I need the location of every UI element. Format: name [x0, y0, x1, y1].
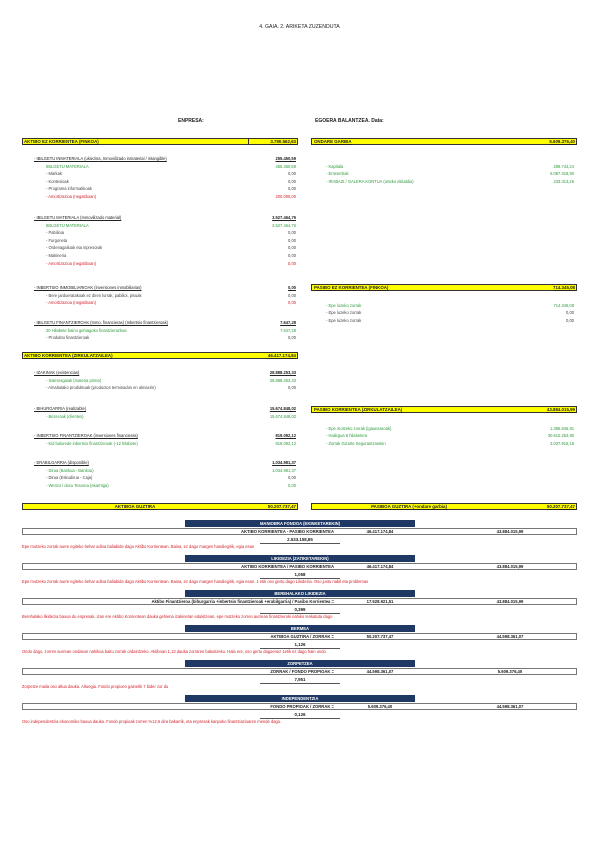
inm-item-value: 455.450,59 — [275, 163, 296, 169]
ber-heading: - BIHURGARRIA (realizable) — [34, 406, 87, 411]
ratio-value-2: 43.884.015,99 — [496, 564, 524, 569]
mat-heading: - IBILGETU MATERIALA (Inmovilizado material) — [34, 215, 122, 220]
erab-item-label: - Dirua (Bankua - Bankoa) — [46, 467, 94, 473]
on-value: 5.609.376,40 — [549, 138, 575, 144]
erab-total: 1.034.981,37 — [272, 460, 296, 465]
ratio-formula: AKTIBOA GUZTIRA / ZORRAK = — [270, 634, 334, 639]
ratio-value-1: 46.417.174,84 — [366, 564, 394, 569]
on-item-label: - Kapitala — [326, 163, 344, 169]
anc-value: 3.790.562,63 — [270, 138, 296, 144]
on-item-label: - IRABAZI / GALERA KONTUA (urteko ekitaldia) — [326, 178, 414, 184]
ifin-heading: - INBERTSIO FINANTZIEROAK (inversiones financieras) — [34, 433, 138, 438]
anc-label: AKTIBO EZ KORRIENTEA (FINKOA) — [24, 138, 99, 144]
pnc-item-label: - Epe luzeko zorrak — [326, 310, 362, 316]
fin-heading: - IBILGETU FINANTZIEROAK (Inmo. financieras) (Inbertsio finantzieroak) — [34, 320, 168, 325]
on-item-value: 5.087.318,90 — [550, 171, 574, 177]
izak-item-label: - Salerosgaiak (materia prima) — [46, 377, 102, 383]
erab-item-value: 0,00 — [288, 475, 296, 481]
ratio-note: Epe motzeko zorrak aurre egiteko behar adina baliabide dago Aktibo Korrientean. Baina, ez dago margen handiegirik, egia esan — [22, 544, 255, 549]
mat-item-value: 0,00 — [288, 245, 296, 251]
ratio-title: LIKIDEZIA (ZATIKETAREKIN) — [185, 555, 415, 562]
inm-item-value: 0,00 — [288, 186, 296, 192]
inv-item-value: 0,00 — [288, 300, 296, 306]
mat-item-label: - Ordenagailuak eta inpresorak — [46, 245, 103, 251]
mat-item-value: 0,00 — [288, 253, 296, 258]
aktiboa-total-value: 50.207.737,47 — [267, 503, 296, 509]
pc-item-label: - Epe motzeko zorrak (igaunaraoak) — [326, 425, 392, 431]
ratio-value-1: 44.598.361,07 — [366, 669, 394, 674]
ratio-value-2: 44.598.361,07 — [496, 704, 524, 709]
ratio-result: 1,058 — [260, 571, 340, 579]
ratio-value-2: 43.884.015,99 — [496, 529, 524, 534]
pc-item-value: 1.395.846,91 — [550, 425, 574, 431]
ratio-value-2: 5.609.376,40 — [497, 669, 523, 674]
inm-item-value: 200.000,00 — [275, 194, 296, 199]
mat-item-label: - Pabilioia — [46, 230, 64, 236]
erab-item-value: 1.034.981,37 — [272, 467, 296, 473]
ratio-value-1: 5.609.376,40 — [367, 704, 393, 709]
anc-value-bg — [248, 138, 298, 145]
ratio-formula: Aktibo Finantzieroa (bihurgarria +inbertsio finantzieroak +erabilgarria) / Pasibo Korrientea = — [151, 599, 334, 604]
mat-item-label: - Furgoneta — [46, 237, 68, 243]
fin-item-value: 0,00 — [288, 335, 296, 341]
mat-item-value: 3.527.464,76 — [272, 222, 296, 228]
inm-item-label: - Markak — [46, 171, 62, 177]
ratio-value-1: 46.417.174,84 — [366, 529, 394, 534]
erab-item-label: - Wenzo i docu Tesorea (ekarrtiga) — [46, 482, 109, 488]
pasiboa-total-value: 50.207.737,47 — [546, 503, 575, 509]
ratio-value-2: 44.598.361,07 — [496, 634, 524, 639]
mat-item-value: 0,00 — [288, 237, 296, 243]
empresa-label: ENPRESA: — [178, 118, 204, 124]
ratio-title: MANIOBRA FONDOA (EKINKETAREKIN) — [185, 520, 415, 527]
pc-label: PASIBO KORRIENTEA (ZIRKULATZAILEA) — [314, 406, 403, 412]
ratio-note: Oso independentzia ekonomiko baxua dauka. Fondo propioak zorren %12,6 dira bakarrik, eta enpresak kanpoko finantziazioaren mende dago. — [22, 719, 282, 724]
ratio-value-1: 50.207.737,47 — [366, 634, 394, 639]
inm-item-label: - Amortizazioa (negatiboan) — [46, 194, 97, 199]
pnc-value: 714.345,08 — [553, 284, 575, 290]
pc-value: 43.884.015,99 — [546, 406, 575, 412]
ratio-formula: AKTIBO KORRIENTEA / PASIBO KORRIENTEA — [241, 564, 334, 569]
ratio-title: BERMEA — [185, 625, 415, 632]
pc-item-value: 30.610.253,90 — [547, 433, 574, 439]
inv-item-label: - Bere jardueratakoak ez diren lurrak, pabilioi, pisuak — [46, 292, 142, 298]
mat-item-label: - Amortizazioa (negatiboan) — [46, 260, 97, 266]
pnc-item-value: 0,00 — [566, 310, 574, 316]
on-item-value: 288.744,24 — [553, 163, 574, 169]
inm-heading: - IBILGETU INMATERIALA (ukiezina, Inmovilizado inmaterial / intangible) — [34, 156, 167, 161]
ac-label: AKTIBO KORRIENTEA (ZIRKULATZAILEA) — [24, 352, 113, 358]
ifin-total: 819.092,12 — [275, 433, 296, 438]
ratio-note: Berehalako likidezia baxua du enpresak, izan ere Aktibo Korrientean dauka gehiena izakinetan edukitzean, epe motzeko zorren aurrean finantzieroki nahiko tenkatuta dago — [22, 614, 333, 619]
pc-item-value: 3.037.915,18 — [550, 440, 574, 446]
pc-item-label: - Zorrak Gizarte Segurantzarekin — [326, 440, 386, 446]
ratio-result: 0,126 — [260, 711, 340, 719]
inm-item-label: - Programa informatikoak — [46, 186, 92, 192]
ratio-title: BEREHALAKO LIKIDEZIA — [185, 590, 415, 597]
izak-item-label: - Amaitutako produktuak (productos terminados en almacén) — [46, 385, 156, 391]
inm-item-value: 0,00 — [288, 171, 296, 177]
mat-item-value: 0,00 — [288, 230, 296, 236]
mat-item-label: IBILGETU MATERIALA — [46, 222, 89, 228]
inv-item-label: - Amortizazioa (negatiboan) — [46, 300, 97, 306]
mat-item-label: - Makineria — [46, 253, 67, 258]
erab-item-label: - Dirua (Eskudirua - Caja) — [46, 475, 93, 481]
ratio-formula: AKTIBO KORRIENTEA - PASIBO KORRIENTEA — [240, 529, 334, 534]
ber-item-label: - Bezeroak (clientes) — [46, 413, 84, 419]
ac-value: 46.417.174,84 — [267, 352, 296, 358]
ratio-result: 7,951 — [260, 676, 340, 684]
ber-item-value: 15.674.848,02 — [269, 413, 296, 419]
egoera-label: EGOERA BALANTZEA. Data: — [315, 118, 384, 124]
inv-heading: - INBERTSIO INMOBILIARIOAK (inversiones inmobiliarias) — [34, 285, 142, 290]
page-title: 4. GAIA. 2. ARIKETA ZUZENDUTA — [259, 24, 340, 30]
izak-item-value: 0,00 — [288, 385, 296, 391]
inv-total: 0,00 — [288, 285, 296, 290]
pnc-item-label: - Epe luzeko zorrak — [326, 302, 362, 308]
ratio-formula: ZORRAK / FONDO PROPIOAK = — [270, 669, 334, 674]
ber-total: 15.674.848,02 — [269, 406, 296, 411]
izak-heading: - IZAKINAK (existencias) — [34, 370, 80, 375]
ratio-value-1: 17.528.921,51 — [366, 599, 394, 604]
fin-total: 7.647,28 — [280, 320, 296, 325]
aktiboa-total-label: AKTIBOA GUZTIRA — [114, 503, 156, 509]
fin-item-value: 7.647,28 — [280, 327, 296, 333]
pnc-item-label: - Epe luzeko zorrak — [326, 317, 362, 323]
ratio-note: Epe motzeko zorrak aurre egiteko behar adina baliabide dago Aktibo Korrientean. Baina, ez dago margen handiegirik, egia esan. 1 etik oso gertu dago Likidezia. Oso justu nabil eta problemas — [22, 579, 369, 584]
pnc-item-value: 714.345,08 — [553, 302, 574, 308]
ratio-formula: FONDO PROPIOAK / ZORRAK = — [270, 704, 334, 709]
mat-total: 3.527.464,76 — [272, 215, 296, 220]
erab-item-value: 0,00 — [288, 482, 296, 488]
ratio-value-2: 43.884.015,99 — [496, 599, 524, 604]
ifin-item-value: 819.092,12 — [275, 440, 296, 446]
ifin-item-label: - Kid balorede inbertsio finantzieroak (-12 hilabete) — [46, 440, 138, 446]
ratio-note: Ondo dago, zorren aurrean ondasun nahikoa baitu zorrak ordaintzeko. Aktiboan 1,13 dauka zorraren bakoitzeko. Hala ere, oso gertu dagoenez 1etik ez dago hain ondo — [22, 649, 326, 654]
inm-total: 255.450,59 — [275, 156, 296, 161]
ratio-title: INDEPENDENTZIA — [185, 695, 415, 702]
on-label: ONDARE GARBIA — [314, 138, 352, 144]
inm-item-value: 0,00 — [288, 178, 296, 184]
ratio-title: ZORPETZEA — [185, 660, 415, 667]
on-item-label: - Erreserbak — [326, 171, 349, 177]
fin-item-label: - Produktu finantzieroak — [46, 335, 90, 341]
ratio-note: Zorpetze maila oso altua dauka. Altuegia. Fondo propioen gainetik 7 bider zor du — [22, 684, 169, 689]
pc-item-label: - Hailegua 8 hilabetera — [326, 433, 368, 439]
fin-item-label: 20 Hilabete baino gehiagoko finantzierazkoa — [46, 327, 127, 333]
inm-item-label: IBILGETU MATERIALA — [46, 163, 89, 169]
mat-item-value: 0,00 — [288, 260, 296, 266]
on-item-value: 233.313,26 — [553, 178, 574, 184]
ratio-result: 0,399 — [260, 606, 340, 614]
inm-item-label: - Kontesioak — [46, 178, 69, 184]
pnc-item-value: 0,00 — [566, 317, 574, 323]
ratio-result: 1,126 — [260, 641, 340, 649]
izak-item-value: 28.888.253,33 — [269, 377, 296, 383]
pasiboa-total-label: PASIBOA GUZTIRA (+ondare garbia) — [371, 503, 447, 509]
pnc-label: PASIBO EZ KORRIENTEA (FINKOA) — [314, 284, 389, 290]
izak-total: 28.888.253,33 — [269, 370, 296, 375]
ratio-result: 2.533.158,85 — [260, 536, 340, 544]
inv-item-value: 0,00 — [288, 292, 296, 298]
erab-heading: - ERABILGARRIA (disponible) — [34, 460, 89, 465]
